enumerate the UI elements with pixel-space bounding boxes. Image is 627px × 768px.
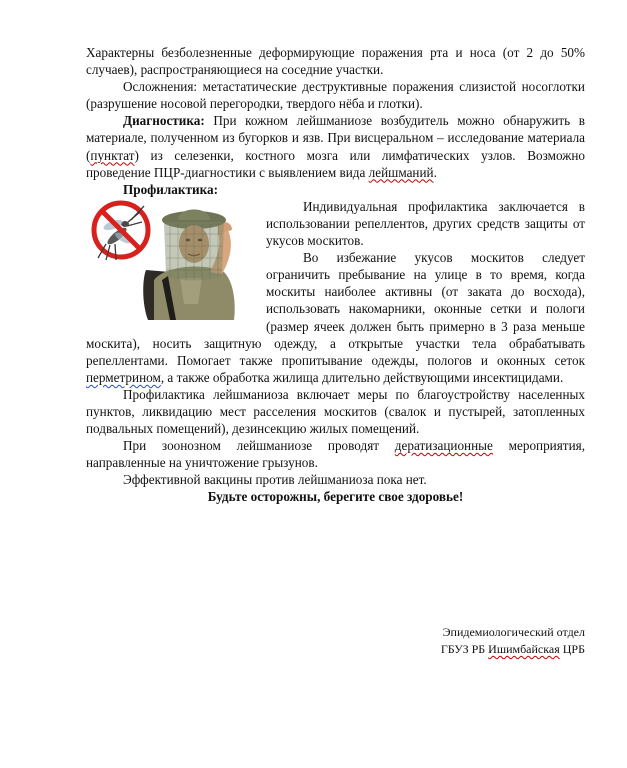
prevention-text: Во избежание укусов москитов следует ограничить пребывание на улице в то время, когда москиты наиболее активны (от заката до восхода), использовать накомарники, оконные сетки и пологи (размер ячеек должен быть примерно в 3 раза меньше москита), носить защитную одежду, а открытые участки тела обрабатывать репеллентами. Помогает также пропитывание одежды, пологов и оконных сеток (86, 250, 585, 368)
illustration-svg (84, 200, 262, 320)
spellcheck-word: лейшманий (368, 164, 434, 180)
diagnostics-text: При кожном лейшманиозе возбудитель можно обнаружить в материале, полученном из бугорков и язв. При висцеральном – исследование материала ( (86, 113, 585, 163)
prevention-illustration (84, 200, 262, 320)
prevention-text: , а также обработка жилища длительно действующими инсектицидами. (160, 369, 564, 385)
paragraph-diagnostics (86, 112, 585, 180)
prevention-heading: Профилактика: (123, 181, 218, 197)
organization-text: ГБУЗ РБ (440, 642, 489, 656)
paragraph-symptoms: Характерны безболезненные деформирующие поражения рта и носа (от 2 до 50% случаев), распространяющиеся на соседние участки. (86, 45, 585, 78)
slogan: Будьте осторожны, берегите свое здоровье! (207, 489, 464, 505)
paragraph-zoonotic (86, 437, 585, 471)
no-mosquito-icon (94, 203, 148, 260)
diagnostics-text: . (433, 164, 437, 180)
paragraph-community-prevention: Профилактика лейшманиоза включает меры по благоустройству населенных пунктов, ликвидацию мест расселения москитов (свалок и пустырей, затопленных подвальных помещений), дезинсекцию жилых помещений. (86, 386, 585, 437)
spellcheck-word: пунктат (90, 147, 135, 163)
prevention-repellents: Индивидуальная профилактика заключается в использовании репеллентов, других средств защиты от укусов москитов. (266, 198, 585, 249)
paragraph-vaccine: Эффективной вакцины против лейшманиоза пока нет. (123, 472, 427, 488)
diagnostics-heading: Диагностика: (123, 113, 205, 129)
signature-block (441, 624, 585, 658)
person-in-net-photo (143, 209, 234, 320)
signature-organization (441, 641, 585, 658)
spellcheck-word: дератизационные (394, 438, 493, 454)
zoonotic-text: При зоонозном лейшманиозе проводят (123, 438, 395, 454)
signature-department: Эпидемиологический отдел (442, 625, 585, 639)
paragraph-complications: Осложнения: метастатические деструктивные поражения слизистой носоглотки (разрушение носовой перегородки, твердого нёба и глотки). (86, 79, 585, 112)
organization-text: ЦРБ (559, 642, 585, 656)
spellcheck-word: Ишимбайская (488, 642, 560, 656)
zoonotic-text: мероприятия, направленные на уничтожение грызунов. (86, 438, 585, 471)
spellcheck-word: перметрином (86, 369, 161, 385)
diagnostics-text: ) из селезенки, костного мозга или лимфатических узлов. Возможно проведение ПЦР-диагностики с выявлением вида (86, 147, 585, 180)
